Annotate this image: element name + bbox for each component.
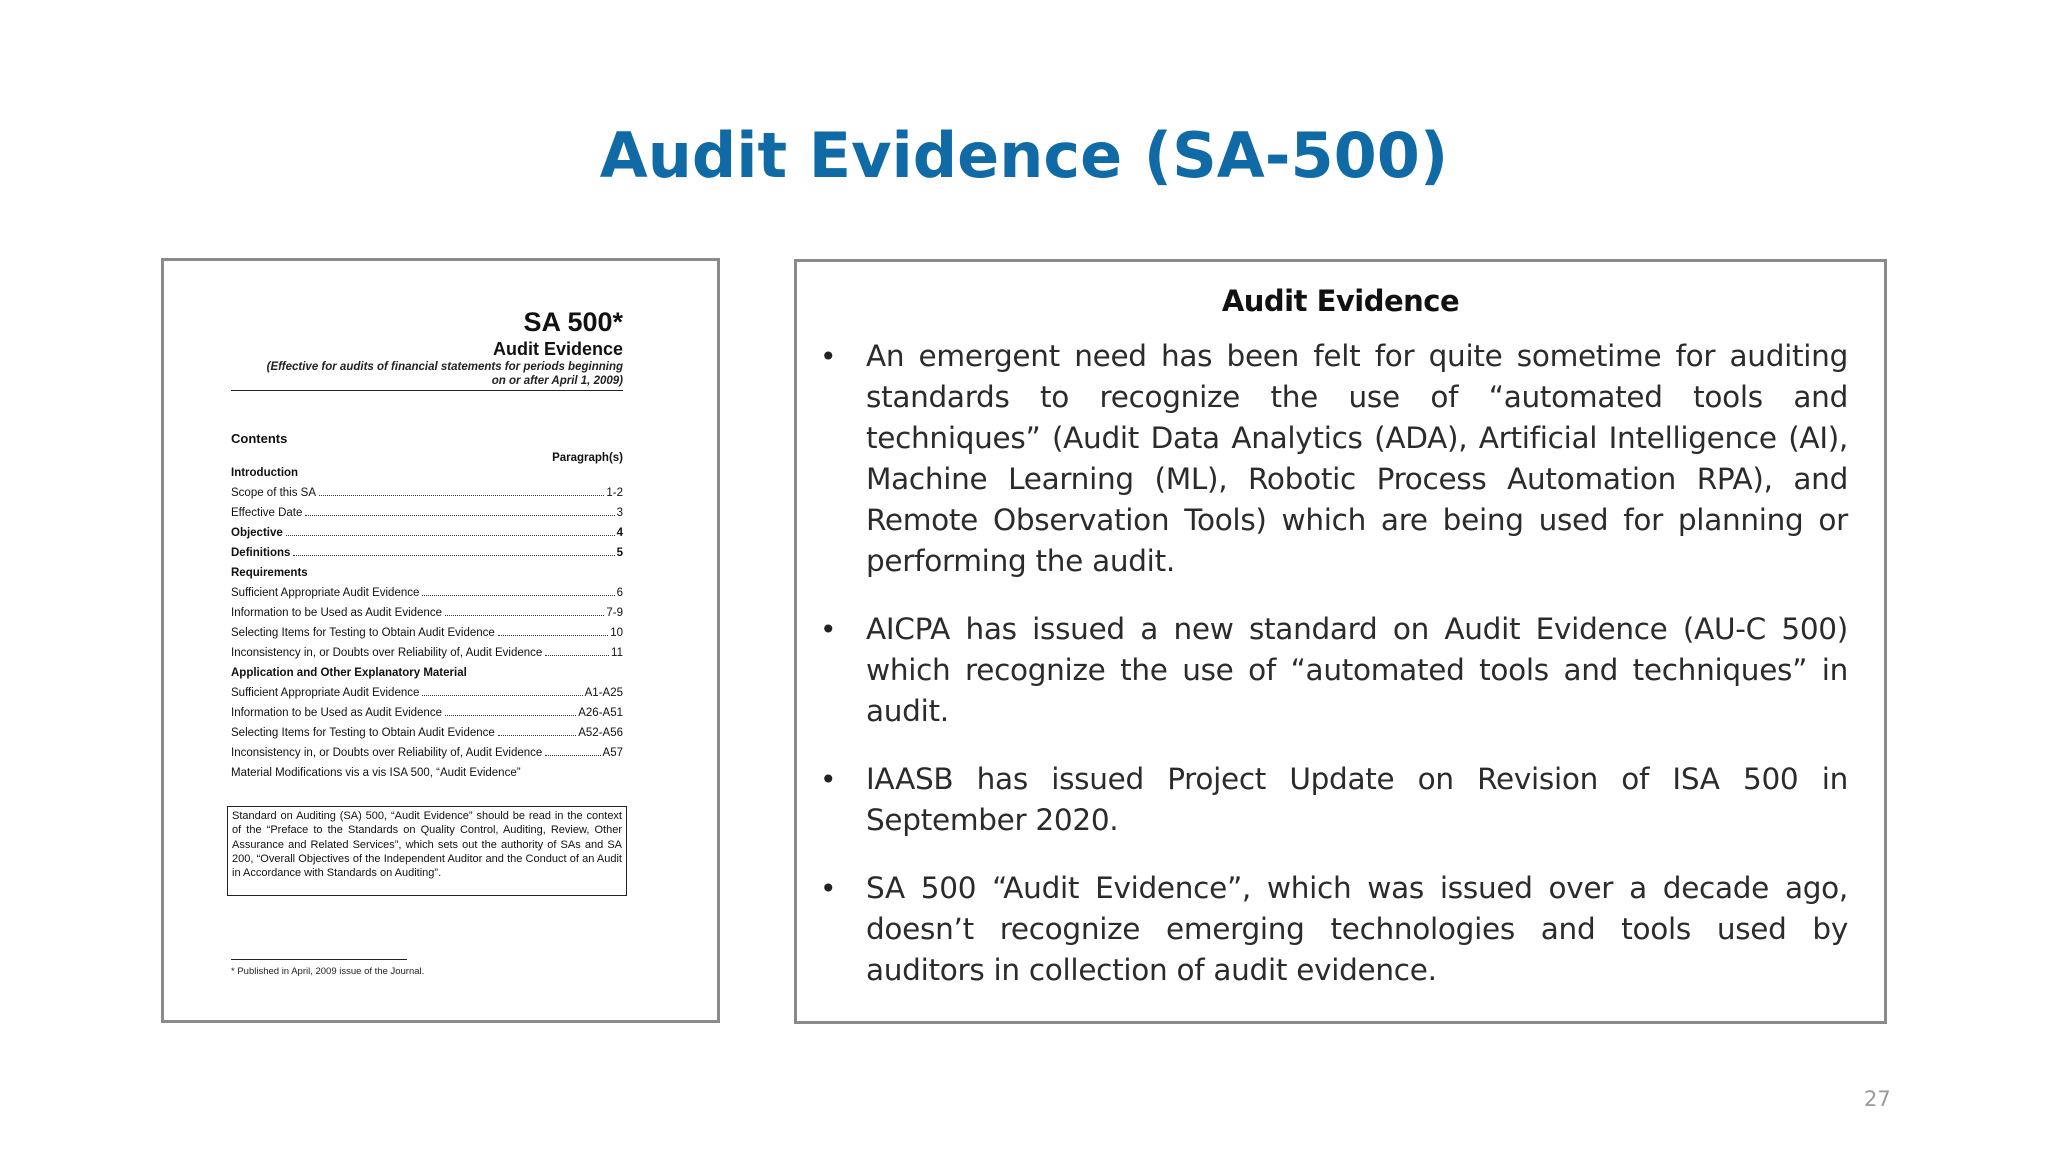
toc-page: 3	[616, 507, 623, 519]
page-number: 27	[1864, 1087, 1891, 1111]
document-paragraphs-label: Paragraph(s)	[552, 452, 623, 464]
slide-title: Audit Evidence (SA-500)	[599, 119, 1449, 192]
textbox-heading: Audit Evidence	[1221, 284, 1460, 318]
toc-page: 6	[616, 587, 623, 599]
toc-leader	[319, 495, 604, 496]
toc-leader	[422, 595, 614, 596]
toc-label: Information to be Used as Audit Evidence	[231, 707, 442, 719]
toc-row	[231, 507, 623, 527]
toc-row	[231, 627, 623, 647]
toc-leader	[422, 695, 582, 696]
document-footnote: * Published in April, 2009 issue of the Journal.	[231, 966, 425, 977]
toc-row	[231, 647, 623, 667]
toc-row	[231, 467, 623, 487]
toc-leader	[286, 535, 615, 536]
toc-leader	[305, 515, 614, 516]
toc-label: Effective Date	[231, 507, 303, 519]
toc-row	[231, 667, 623, 687]
toc-label: Sufficient Appropriate Audit Evidence	[231, 587, 420, 599]
document-code: SA 500*	[523, 307, 623, 337]
toc-label: Information to be Used as Audit Evidence	[231, 607, 442, 619]
footnote-rule	[231, 959, 407, 960]
toc-row	[231, 687, 623, 707]
bullet-icon: •	[820, 872, 837, 905]
bullet-item	[820, 759, 1848, 841]
toc-row	[231, 587, 623, 607]
toc-label: Objective	[231, 527, 283, 539]
toc-page: 10	[610, 627, 623, 639]
toc-leader	[498, 735, 576, 736]
bullet-icon: •	[820, 340, 837, 373]
bullet-list	[820, 336, 1848, 991]
toc-label: Selecting Items for Testing to Obtain Audit Evidence	[231, 627, 495, 639]
document-note-box: Standard on Auditing (SA) 500, “Audit Evidence” should be read in the context of the “Preface to the Standards on Quality Control, Auditing, Review, Other Assurance and Related Services”, which sets out the authority of SAs and SA 200, “Overall Objectives of the Independent Auditor and the Conduct of an Audit in Accordance with Standards on Auditing”.	[227, 806, 627, 896]
toc-page: 4	[616, 527, 623, 539]
toc-page: 1-2	[606, 487, 623, 499]
toc-leader	[498, 635, 608, 636]
document-subtitle: Audit Evidence	[492, 339, 623, 359]
bullet-item	[820, 868, 1848, 991]
sa500-document-image	[161, 258, 720, 1023]
toc-page: A1-A25	[584, 687, 623, 699]
toc-page: A52-A56	[578, 727, 623, 739]
audit-evidence-textbox	[794, 259, 1887, 1024]
toc-page: 5	[616, 547, 623, 559]
toc-row	[231, 567, 623, 587]
toc-page: 7-9	[606, 607, 623, 619]
toc-leader	[545, 655, 609, 656]
toc-leader	[445, 715, 576, 716]
toc-page: A26-A51	[578, 707, 623, 719]
toc-leader	[445, 615, 604, 616]
document-contents-label: Contents	[231, 431, 288, 446]
toc-page: 11	[611, 647, 623, 659]
toc-row	[231, 607, 623, 627]
toc-label: Material Modifications vis a vis ISA 500, “Audit Evidence”	[231, 767, 521, 779]
bullet-text: AICPA has issued a new standard on Audit Evidence (AU-C 500) which recognize the use of “automated tools and techniques” in audit.	[866, 612, 1848, 728]
toc-label: Application and Other Explanatory Material	[231, 667, 467, 679]
toc-page: A57	[602, 747, 623, 759]
bullet-text: IAASB has issued Project Update on Revision of ISA 500 in September 2020.	[866, 762, 1848, 837]
toc-leader	[293, 555, 614, 556]
document-effective-note: (Effective for audits of financial statements for periods beginning on or after April 1, 2009)	[266, 361, 623, 387]
toc-row	[231, 747, 623, 767]
toc-label: Introduction	[231, 467, 299, 479]
toc-label: Scope of this SA	[231, 487, 317, 499]
toc-row	[231, 707, 623, 727]
toc-leader	[545, 755, 600, 756]
bullet-icon: •	[820, 763, 837, 796]
toc-label: Definitions	[231, 547, 291, 559]
toc-row	[231, 547, 623, 567]
bullet-icon: •	[820, 613, 837, 646]
bullet-item	[820, 336, 1848, 582]
toc-row	[231, 727, 623, 747]
toc-row	[231, 527, 623, 547]
bullet-text: SA 500 “Audit Evidence”, which was issued over a decade ago, doesn’t recognize emerging technologies and tools used by auditors in collection of audit evidence.	[866, 871, 1848, 987]
table-of-contents	[231, 467, 623, 787]
toc-row	[231, 487, 623, 507]
toc-row	[231, 767, 623, 787]
toc-label: Inconsistency in, or Doubts over Reliability of, Audit Evidence	[231, 647, 543, 659]
toc-label: Requirements	[231, 567, 308, 579]
toc-label: Selecting Items for Testing to Obtain Audit Evidence	[231, 727, 495, 739]
toc-label: Inconsistency in, or Doubts over Reliability of, Audit Evidence	[231, 747, 543, 759]
bullet-item	[820, 609, 1848, 732]
bullet-text: An emergent need has been felt for quite sometime for auditing standards to recognize the use of “automated tools and techniques” (Audit Data Analytics (ADA), Artificial Intelligence (AI), Machine Learning (ML), Robotic Process Automation RPA), and Remote Observation Tools) which are being used for planning or performing the audit.	[866, 339, 1848, 578]
document-rule	[231, 390, 623, 391]
toc-label: Sufficient Appropriate Audit Evidence	[231, 687, 420, 699]
